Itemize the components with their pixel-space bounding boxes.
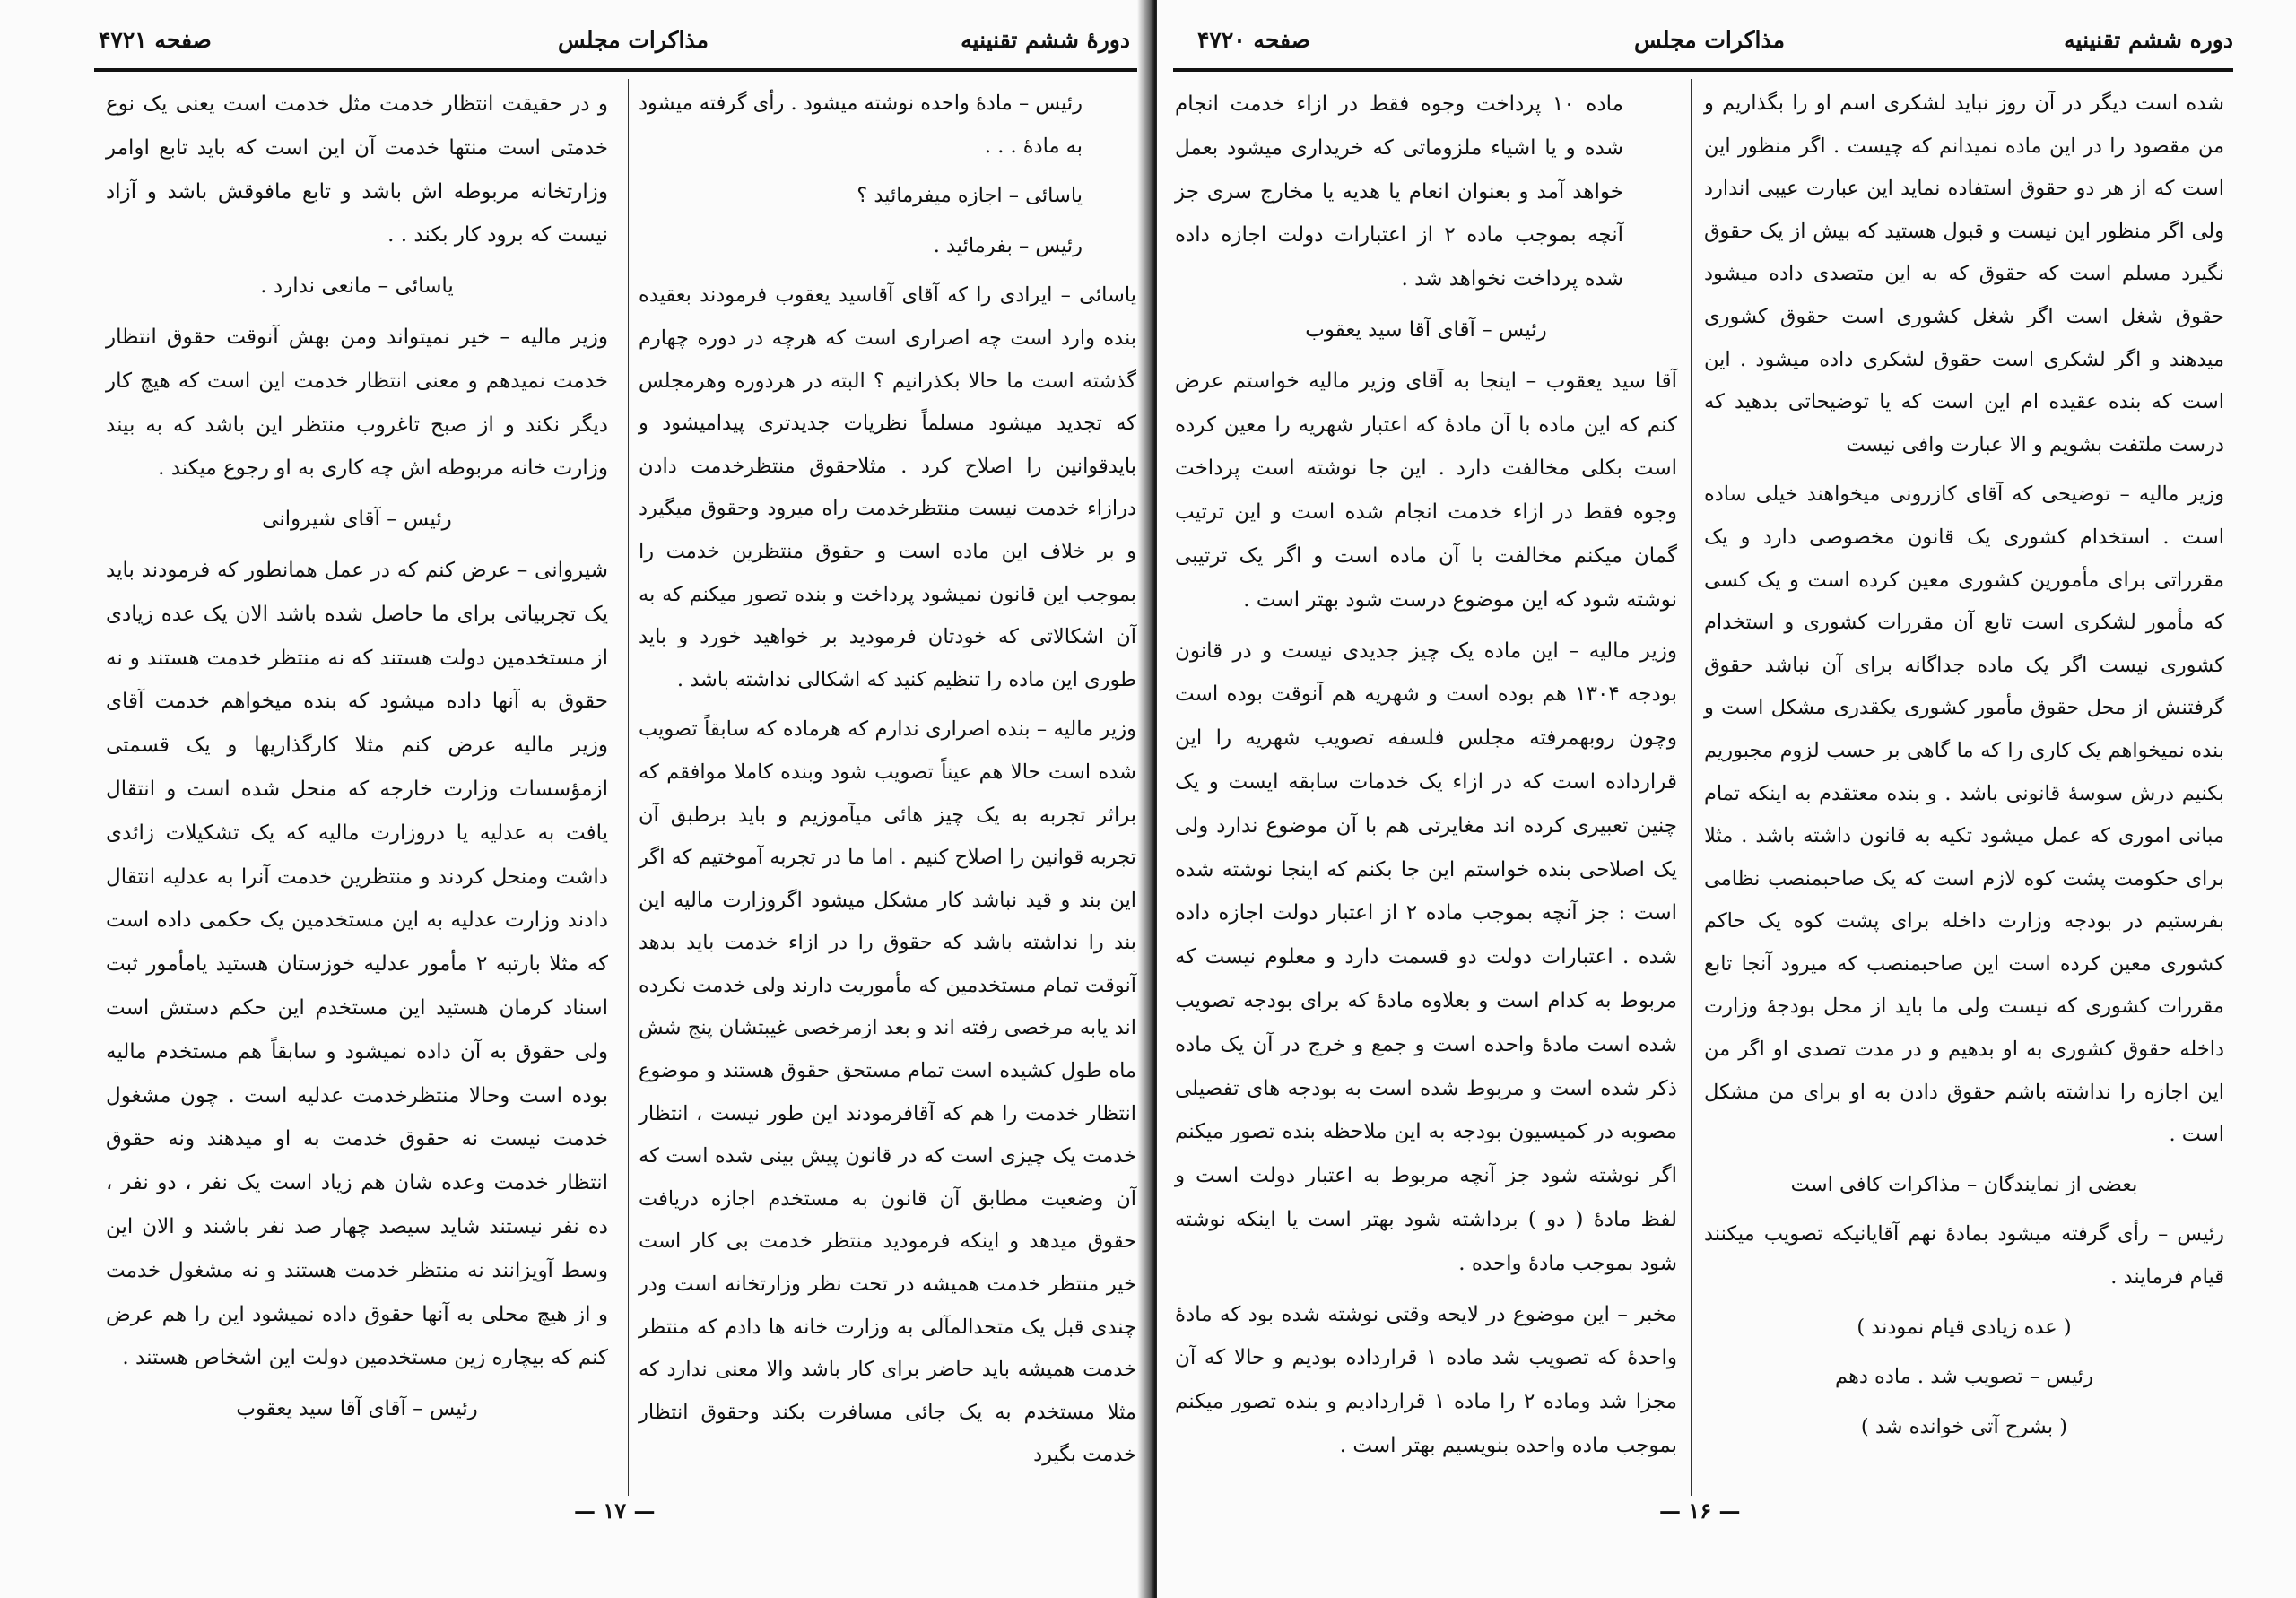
paragraph: ماده ۱۰ پرداخت وجوه فقط در ازاء خدمت انجام شده و یا اشیاء ملزوماتی که خریداری میشود بعمل خواهد آمد و بعنوان انعام یا هدیه یا مخارج سری جز آنچه بموجب ماده ۲ از اعتبارات دولت اجازه داده شده پرداخت نخواهد شد . [1175,92,1624,291]
left-header-session: دورهٔ ششم تقنینیه [961,27,1130,53]
right-header-title: مذاکرات مجلس [1633,27,1785,53]
reading-note: ( بشرح آتی خوانده شد ) [1860,1414,2068,1438]
right-page-column-divider [1691,79,1692,1496]
left-page-column-divider [628,79,629,1496]
speaker-line: رئیس – آقای آقا سید یعقوب [236,1397,478,1421]
paragraph: شیروانی – عرض کنم که در عمل همانطور که فرمودند باید یک تجربیاتی برای ما حاصل شده باشد الان یک عده زیادی از مستخدمین دولت هستند که نه منتظر خدمت هستند و نه حقوق به آنها داده میشود که بنده میخواهم خدمت آقای وزیر مالیه عرض کنم مثلا کارگذاریها و یک قسمتی ازمؤسسات وزارت خارجه که منحل شده است و انتقال یافت به عدلیه یا دروزارت مالیه که یک تشکیلات زائدی داشت ومنحل کردند و منتظرین خدمت آنرا به عدلیه انتقال دادند وزارت عدلیه به این مستخدمین یک حکمی داده است که مثلا بارتبه ۲ مأمور عدلیه خوزستان هستید یامأمور ثبت اسناد کرمان هستید این مستخدم این حکم دستش است ولی حقوق به آن داده نمیشود و سابقاً هم مستخدم مالیه بوده است وحالا منتظرخدمت عدلیه است . چون مشغول خدمت نیست نه حقوق خدمت به او میدهند ونه حقوق انتظار خدمت وعده شان هم زیاد است یک نفر ، دو نفر ، ده نفر نیستند شاید سیصد چهار صد نفر باشند و الان این وسط آویزانند نه منتظر خدمت هستند و نه مشغول خدمت و از هیچ محلی به آنها حقوق داده نمیشود این را هم عرض کنم که بیچاره زین مستخدمین دولت این اشخاص هستند . [106,558,609,1370]
paragraph: وزیر مالیه – این ماده یک چیز جدیدی نیست و در قانون بودجه ۱۳۰۴ هم بوده است و شهریه هم آنوقت بوده است وچون روبهمرفته مجلس فلسفه تصویب شهریه را این قرارداده است که در ازاء یک خدمات سابقه ایست و یک چنین تعبیری کرده اند مغایرتی هم با آن موضوع ندارد ولی یک اصلاحی بنده خواستم این جا بکنم که اینجا نوشته شده است : جز آنچه بموجب ماده ۲ از اعتبار دولت اجازه داده شده . اعتبارات دولت دو قسمت دارد و معلوم نیست که مربوط به کدام است و بعلاوه مادهٔ که برای بودجه تصویب شده است مادهٔ واحده است و جمع و خرج در آن یک ماده ذکر شده است و مربوط شده است به بودجه های تفصیلی مصوبه در کمیسیون بودجه به این ملاحظه بنده تصور میکنم اگر نوشته شود جز آنچه مربوط به اعتبار دولت است و لفظ مادهٔ ( دو ) برداشته شود بهتر است یا اینکه نوشته شود بموجب مادهٔ واحده . [1175,638,1677,1275]
left-page-left-column [106,83,608,1438]
right-page [1157,0,2296,1598]
paragraph: رئیس – مادهٔ واحده نوشته میشود . رأی گرفته میشود به مادهٔ . . . [639,91,1083,158]
speaker-line: یاسائی – مانعی ندارد . [260,274,454,299]
paragraph: وزیر مالیه – توضیحی که آقای کازرونی میخواهند خیلی ساده است . استخدام کشوری یک قانون مخصوصی دارد و یک مقرراتی برای مأمورین کشوری معین کرده است و یک کسی که مأمور لشکری است تابع آن مقررات کشوری و استخدام کشوری نیست اگر یک ماده جداگانه برای آن نباشد حقوق گرفتنش از محل حقوق مأمور کشوری یکقدری مشکل است و بنده نمیخواهم یک کاری را که ما گاهی بر حسب لزوم مجبوریم بکنیم درش سوسهٔ قانونی باشد . و بنده معتقدم به اینکه تمام مبانی اموری که عمل میشود تکیه به قانون داشته باشد . مثلا برای حکومت پشت کوه لازم است که یک صاحبمنصب نظامی بفرستیم در بودجه وزارت داخله برای پشت کوه یک حاکم کشوری معین کرده است این صاحبمنصب که میرود آنجا تابع مقررات کشوری که نیست ولی ما باید از محل بودجهٔ وزارت داخله حقوق کشوری به او بدهیم و در مدت تصدی او اگر من این اجازه را نداشته باشم حقوق دادن به او برای من مشکل است . [1704,482,2224,1147]
paragraph: رئیس – بفرمائید . [933,233,1083,257]
right-header-page-label: صفحه ۴۷۲۰ [1197,27,1310,53]
paragraph: رئیس – رأی گرفته میشود بمادهٔ نهم آقایانیکه تصویب میکنند قیام فرمایند . [1704,1222,2224,1290]
paragraph: وزیر مالیه – خیر نمیتواند ومن بهش آنوقت حقوق انتظار خدمت نمیدهم و معنی انتظار خدمت این است که هیچ کار دیگر نکند و از صبح تاغروب منتظر این باشد که به بیند وزارت خانه مربوطه اش چه کاری به او رجوع میکند . [106,325,608,481]
paragraph: مخبر – این موضوع در لایحه وقتی نوشته شده بود که مادهٔ واحدهٔ که تصویب شد ماده ۱ قرارداده بودیم و حالا که آن مجزا شد وماده ۲ را ماده ۱ قراردادیم و بنده تصور میکنم بموجب ماده واحده بنویسیم بهتر است . [1175,1302,1678,1457]
vote-note: ( عده زیادی قیام نمودند ) [1857,1315,2072,1339]
left-page-number: — ۱۷ — [574,1498,656,1524]
paragraph: یاسائی – اجازه میفرمائید ؟ [857,184,1083,208]
speaker-line: رئیس – تصویب شد . ماده دهم [1835,1365,2093,1389]
paragraph: و در حقیقت انتظار خدمت مثل خدمت است یعنی یک نوع خدمتی است منتها خدمت آن این است که باید تابع اوامر وزارتخانه مربوطه اش باشد و تابع مافوقش باشد و آزاد نیست که برود کار بکند . . [106,92,608,248]
paragraph: یاسائی – ایرادی را که آقای آقاسید یعقوب فرمودند بعقیده بنده وارد است چه اصراری است که هرچه در دوره چهارم گذشته است ما حالا بکذرانیم ؟ البته در هردوره وهرمجلس که تجدید میشود مسلماً نظریات جدیدتری پیدامیشود و بایدقوانین را اصلاح کرد . مثلاحقوق منتظرخدمت دادن درازاء خدمت نیست منتظرخدمت راه میرود وحقوق میگیرد و بر خلاف این ماده است و حقوق منتظرین خدمت را بموجب این قانون نمیشود پرداخت و بنده تصور میکنم که به آن اشکالاتی که خودتان فرمودید بر خواهید خورد و باید طوری این ماده را تنظیم کنید که اشکالی نداشته باشد . [639,283,1136,691]
right-header-session: دوره ششم تقنینیه [2064,27,2233,53]
right-page-header [1175,27,2233,63]
paragraph: شده است دیگر در آن روز نباید لشکری اسم او را بگذاریم و من مقصود را در این ماده نمیدانم که چیست . اگر منظور این است که از هر دو حقوق استفاده نماید این عبارت عیبی اندارد ولی اگر منظور این نیست و قبول هستید که بیش از یک حقوق نگیرد مسلم است که حقوق که به این متصدی داده میشود حقوق شغل است اگر شغل کشوری است حقوق کشوری میدهند و اگر لشکری است حقوق لشکری داده میشود . این است که بنده عقیده ام این است که یا توضیحاتی بدهید که درست ملتفت بشویم و الا عبارت وافی نیست [1704,91,2224,456]
speaker-line: رئیس – آقای شیروانی [262,508,452,532]
left-page-right-column [639,83,1136,1484]
right-page-right-column [1704,83,2224,1455]
paragraph: وزیر مالیه – بنده اصراری ندارم که هرماده که سابقاً تصویب شده است حالا هم عیناً تصویب شود وبنده کاملا موافقم که براثر تجربه به یک چیز هائی میآموزیم و باید برطبق آن تجربه قوانین را اصلاح کنیم . اما ما در تجربه آموختیم که اگر این بند و قید نباشد کار مشکل میشود اگروزارت مالیه این بند را نداشته باشد که حقوق را در ازاء خدمت باید بدهد آنوقت تمام مستخدمین که مأموریت دارند ولی خدمت نکرده اند یابه مرخصی رفته اند و بعد ازمرخصی غیبتشان پنج شش ماه طول کشیده است تمام مستحق حقوق هستند و موضوع انتظار خدمت را هم که آقافرمودند این طور نیست ، انتظار خدمت یک چیزی است که در قانون پیش بینی شده است که آن وضعیت مطابق آن قانون به مستخدم اجازه دریافت حقوق میدهد و اینکه فرمودید منتظر خدمت بی کار است خیر منتظر خدمت همیشه در تحت نظر وزارتخانه است ودر چندی قبل یک متحدالمآلی به وزارت خانه ها دادم که منتظر خدمت همیشه باید حاضر برای کار باشد والا معنی ندارد که مثلا مستخدم به یک جائی مسافرت بکند وحقوق انتظار خدمت بگیرد [639,717,1136,1467]
left-page-header [99,27,1139,63]
left-header-page-label: صفحه ۴۷۲۱ [99,27,212,53]
speaker-line: رئیس – آقای آقا سید یعقوب [1305,317,1547,342]
right-page-number: — ۱۶ — [1659,1498,1741,1524]
paragraph: آقا سید یعقوب – اینجا به آقای وزیر مالیه خواستم عرض کنم که این ماده با آن مادهٔ که اعتبار شهریه را معین کرده است بکلی مخالفت دارد . این جا نوشته است پرداخت وجوه فقط در ازاء خدمت انجام شده است و این ترتیب گمان میکنم مخالفت با آن ماده است و اگر یک ترتیبی نوشته شود که این موضوع درست شود بهتر است . [1175,369,1677,612]
right-page-left-column [1175,83,1677,1475]
left-header-title: مذاکرات مجلس [557,27,709,53]
speaker-line: بعضی از نمایندگان – مذاکرات کافی است [1790,1172,2138,1196]
right-header-rule [1173,68,2233,72]
left-header-rule [94,68,1139,72]
